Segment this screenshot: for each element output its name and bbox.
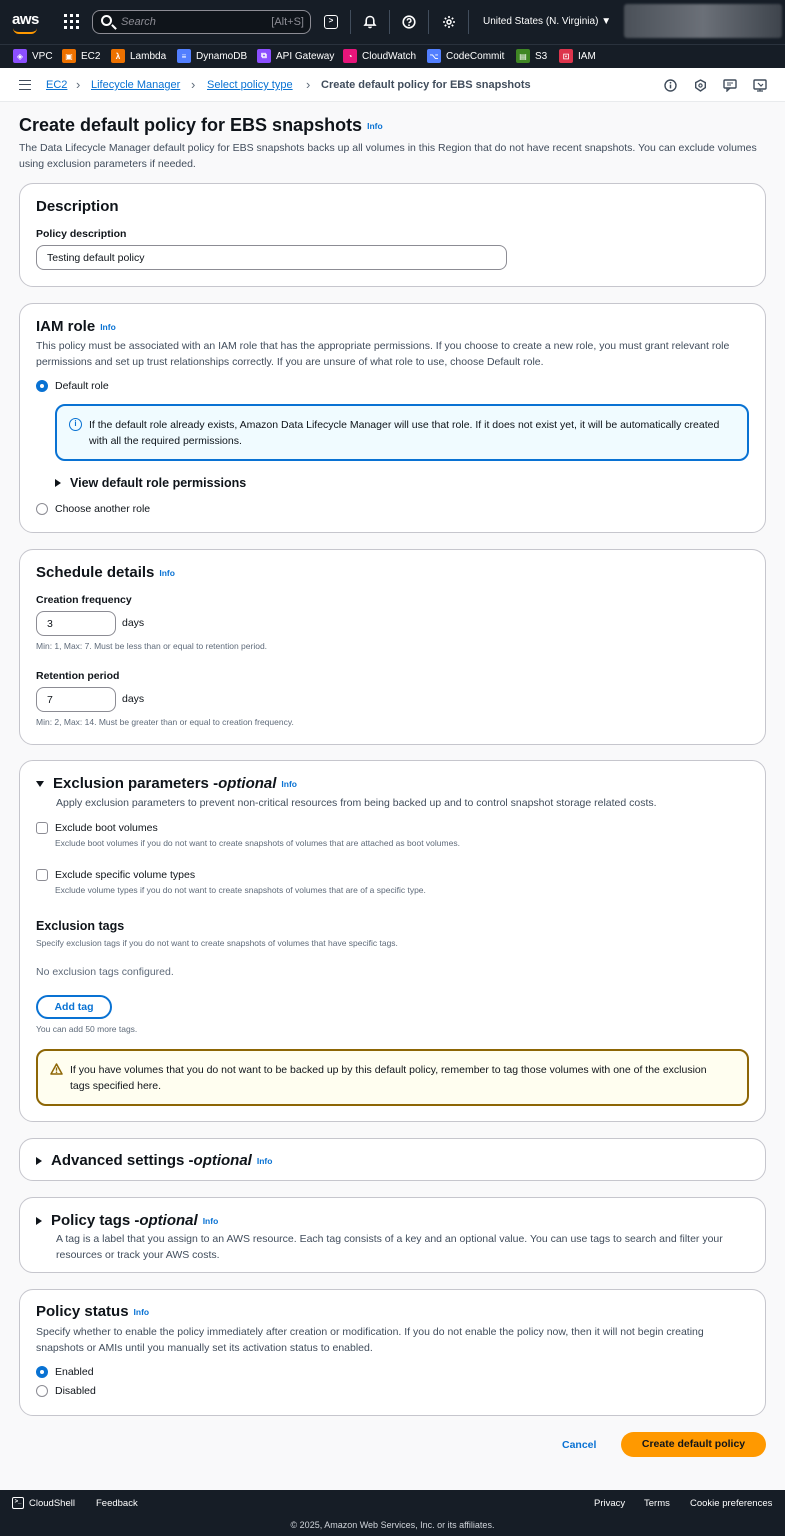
favorite-label: VPC — [32, 50, 53, 62]
favorite-label: DynamoDB — [196, 50, 248, 62]
favorite-label: EC2 — [81, 50, 101, 62]
footer — [0, 1490, 785, 1536]
expander-label: View default role permissions — [70, 476, 247, 490]
favorites-bar — [0, 44, 785, 68]
search-shortcut: [Alt+S] — [271, 16, 304, 28]
settings-gear-icon[interactable] — [438, 11, 460, 33]
radio-unselected-icon — [36, 503, 48, 515]
copyright-text: © 2025, Amazon Web Services, Inc. or its affiliates. — [290, 1520, 495, 1530]
favorite-dynamodb[interactable] — [177, 49, 247, 63]
favorite-codecommit[interactable] — [427, 49, 504, 63]
policy-status-info-link[interactable]: Info — [133, 1307, 150, 1318]
policy-description-label: Policy description — [36, 228, 127, 240]
caret-right-icon — [36, 1157, 42, 1165]
favorite-api-gateway[interactable] — [257, 49, 334, 63]
radio-label: Disabled — [55, 1385, 96, 1397]
alert-text: If you have volumes that you do not want to be backed up by this default policy, remember to tag those volumes with one of the exclusion tags specified here. — [70, 1064, 707, 1092]
schedule-info-link[interactable]: Info — [159, 568, 175, 579]
cookie-preferences-link[interactable]: Cookie preferences — [690, 1498, 773, 1509]
cloudshell-label: CloudShell — [29, 1497, 75, 1509]
favorite-label: Lambda — [130, 50, 167, 62]
iam-role-heading — [36, 318, 116, 335]
checkbox-label: Exclude boot volumes — [55, 822, 158, 834]
s3-icon: ▤ — [516, 49, 530, 63]
search-icon — [101, 15, 112, 26]
radio-label: Choose another role — [55, 503, 151, 515]
radio-unselected-icon — [36, 1385, 48, 1397]
terminal-icon: >_ — [12, 1497, 24, 1509]
exclude-boot-volumes-checkbox[interactable] — [36, 822, 158, 834]
advanced-settings-container — [19, 1138, 766, 1181]
schedule-details-container — [19, 549, 766, 745]
iam-role-heading-text: IAM role — [36, 318, 96, 335]
iam-info-link[interactable]: Info — [100, 322, 116, 333]
breadcrumb-bar — [0, 68, 785, 102]
exclusion-parameters-header[interactable] — [36, 775, 297, 792]
add-tag-hint: You can add 50 more tags. — [36, 1024, 138, 1034]
advanced-settings-header[interactable] — [36, 1152, 272, 1169]
policy-tags-container — [19, 1197, 766, 1273]
description-heading: Description — [36, 198, 119, 215]
radio-selected-icon — [36, 1366, 48, 1378]
section-optional: optional — [193, 1152, 252, 1169]
iam-icon: ⊡ — [559, 49, 573, 63]
creation-frequency-label: Creation frequency — [36, 594, 132, 606]
exclude-boot-volumes-hint: Exclude boot volumes if you do not want to create snapshots of volumes that are attached as boot volumes. — [55, 838, 460, 848]
top-navigation — [0, 0, 785, 44]
region-selector[interactable]: United States (N. Virginia) ▼ — [483, 16, 612, 27]
breadcrumb-select-policy-type[interactable]: Select policy type — [207, 79, 293, 91]
breadcrumb-lifecycle-manager[interactable]: Lifecycle Manager — [91, 79, 181, 91]
exclusion-info-link[interactable]: Info — [281, 778, 297, 789]
cancel-button[interactable]: Cancel — [562, 1439, 597, 1451]
no-exclusion-tags-text: No exclusion tags configured. — [36, 966, 174, 978]
breadcrumb-current: Create default policy for EBS snapshots — [321, 79, 531, 91]
policy-tags-text: A tag is a label that you assign to an AWS resource. Each tag consists of a key and an optional value. You can use tags to search and filter your resources or track your AWS costs. — [56, 1233, 723, 1261]
schedule-heading — [36, 564, 175, 581]
policy-status-heading — [36, 1303, 149, 1320]
chevron-right-icon: › — [191, 77, 196, 92]
radio-enabled[interactable] — [36, 1366, 94, 1378]
radio-label: Enabled — [55, 1366, 94, 1378]
create-default-policy-button[interactable]: Create default policy — [621, 1432, 766, 1457]
services-grid-icon[interactable] — [64, 14, 79, 29]
exclusion-text: Apply exclusion parameters to prevent non-critical resources from being backed up and to control snapshot storage related costs. — [56, 797, 657, 809]
description-container — [19, 183, 766, 287]
favorite-lambda[interactable] — [111, 49, 166, 63]
schedule-heading-text: Schedule details — [36, 564, 155, 581]
notifications-bell-icon[interactable] — [359, 11, 381, 33]
vpc-icon: ◈ — [13, 49, 27, 63]
exclusion-tags-heading: Exclusion tags — [36, 919, 125, 933]
feedback-link[interactable]: Feedback — [96, 1498, 138, 1509]
favorite-vpc[interactable] — [13, 49, 53, 63]
favorite-label: IAM — [578, 50, 596, 62]
aws-logo-text: aws — [12, 11, 39, 28]
aws-logo[interactable] — [12, 11, 39, 28]
ec2-icon: ▣ — [62, 49, 76, 63]
cloudshell-link[interactable] — [12, 1497, 75, 1509]
radio-choose-another-role[interactable] — [36, 503, 150, 515]
caret-right-icon — [55, 479, 61, 487]
retention-period-label: Retention period — [36, 670, 120, 682]
retention-period-hint: Min: 2, Max: 14. Must be greater than or equal to creation frequency. — [36, 717, 294, 727]
add-tag-button[interactable]: Add tag — [36, 995, 112, 1019]
policy-status-heading-text: Policy status — [36, 1303, 129, 1320]
creation-frequency-input[interactable]: 3 — [36, 611, 116, 636]
caret-right-icon — [36, 1217, 42, 1225]
radio-default-role[interactable] — [36, 380, 109, 392]
radio-selected-icon — [36, 380, 48, 392]
security-shield-icon[interactable] — [692, 77, 708, 93]
lambda-icon: λ — [111, 49, 125, 63]
advanced-info-link[interactable]: Info — [256, 1155, 273, 1166]
checkbox-unchecked-icon — [36, 822, 48, 834]
policy-description-input[interactable]: Testing default policy — [36, 245, 507, 270]
favorite-label: API Gateway — [276, 50, 335, 62]
policy-tags-info-link[interactable]: Info — [202, 1215, 219, 1226]
cloudshell-icon[interactable]: > — [320, 11, 342, 33]
section-optional: optional — [139, 1212, 198, 1229]
section-title: Exclusion parameters - — [53, 775, 219, 792]
checkbox-unchecked-icon — [36, 869, 48, 881]
account-menu[interactable] — [624, 4, 782, 38]
info-circle-icon: i — [69, 418, 82, 431]
policy-tags-header[interactable] — [36, 1212, 218, 1229]
search-input[interactable] — [92, 10, 311, 34]
breadcrumb-ec2[interactable]: EC2 — [46, 79, 68, 91]
policy-status-text: Specify whether to enable the policy immediately after creation or modification. If you do not enable the policy now, then it will not begin creating snapshots or AMIs until you manually set its activation status to enabled. — [36, 1326, 704, 1354]
favorite-label: CloudWatch — [362, 50, 417, 62]
page-title-text: Create default policy for EBS snapshots — [19, 115, 363, 135]
radio-disabled[interactable] — [36, 1385, 96, 1397]
cloudwatch-icon: ◔ — [343, 49, 357, 63]
feedback-chat-icon[interactable] — [722, 77, 738, 93]
launch-panel-icon[interactable] — [752, 77, 768, 93]
favorite-s3[interactable] — [516, 49, 547, 63]
view-default-role-permissions-expander[interactable] — [55, 476, 246, 490]
page-info-link[interactable]: Info — [367, 121, 383, 132]
caret-down-icon — [36, 781, 44, 787]
policy-status-container — [19, 1289, 766, 1416]
creation-frequency-hint: Min: 1, Max: 7. Must be less than or equal to retention period. — [36, 641, 268, 651]
warning-triangle-icon — [50, 1063, 63, 1078]
section-optional: optional — [218, 775, 277, 792]
alert-text: If the default role already exists, Amazon Data Lifecycle Manager will use that role. If it does not exist yet, it will be automatically created with all the required permissions. — [89, 419, 720, 447]
favorite-iam[interactable] — [559, 49, 596, 63]
favorite-label: CodeCommit — [446, 50, 505, 62]
radio-label: Default role — [55, 380, 109, 392]
exclusion-tags-hint: Specify exclusion tags if you do not want to create snapshots of volumes that have specific tags. — [36, 938, 398, 948]
api-gateway-icon: ⧉ — [257, 49, 271, 63]
retention-period-input[interactable]: 7 — [36, 687, 116, 712]
menu-hamburger-icon[interactable] — [19, 80, 31, 90]
favorite-cloudwatch[interactable] — [343, 49, 416, 63]
privacy-link[interactable]: Privacy — [594, 1498, 626, 1509]
chevron-right-icon: › — [76, 77, 81, 92]
search-placeholder: Search — [121, 16, 156, 28]
iam-role-text: This policy must be associated with an IAM role that has the appropriate permissions. If you choose to create a new role, you must grant relevant role permissions and set up trust relationships correctly. If you are unsure of what role to use, choose Default role. — [36, 340, 730, 368]
exclusion-warning-alert — [36, 1049, 749, 1106]
iam-role-container — [19, 303, 766, 533]
dynamodb-icon: ≡ — [177, 49, 191, 63]
page-description: The Data Lifecycle Manager default policy for EBS snapshots backs up all volumes in this Region that do not have recent snapshots. You can exclude volumes using exclusion parameters if needed. — [19, 142, 757, 170]
codecommit-icon: ⌥ — [427, 49, 441, 63]
section-title: Policy tags - — [51, 1212, 140, 1229]
exclude-volume-types-checkbox[interactable] — [36, 869, 195, 881]
checkbox-label: Exclude specific volume types — [55, 869, 196, 881]
favorite-label: S3 — [535, 50, 548, 62]
section-title: Advanced settings - — [51, 1152, 194, 1169]
terms-link[interactable]: Terms — [644, 1498, 670, 1509]
exclude-volume-types-hint: Exclude volume types if you do not want to create snapshots of volumes that are of a specific type. — [55, 885, 426, 895]
help-icon[interactable] — [398, 11, 420, 33]
exclusion-parameters-container — [19, 760, 766, 1122]
info-panel-icon[interactable] — [662, 77, 678, 93]
page-title — [19, 115, 383, 136]
creation-frequency-unit: days — [122, 617, 145, 629]
retention-period-unit: days — [122, 693, 145, 705]
chevron-right-icon: › — [306, 77, 311, 92]
default-role-info-alert — [55, 404, 749, 461]
favorite-ec2[interactable] — [62, 49, 100, 63]
